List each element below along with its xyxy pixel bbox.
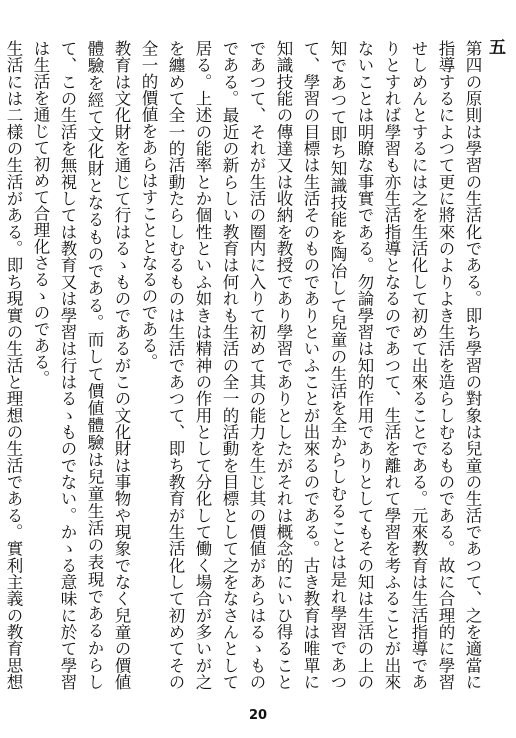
page-number: 20 <box>248 708 268 723</box>
section-number: 五 <box>485 38 505 55</box>
body-text <box>4 40 486 691</box>
paragraph: 生活には二樣の生活がある。即ち現實の生活と理想の生活である。實利主義の教育思想 <box>4 40 23 690</box>
paragraph: 教育は文化財を通じて行はるゝものであるがこの文化財は事物や現象でなく兒童の價値體驗を經て文化財となるものである。而して價値體驗は兒童生活の表現であるからして、この生活を無視しては教育又は學習は行はるゝものでない。かゝる意味に於て學習は生活を通じて初めて合理化さるゝのである。 <box>31 40 131 691</box>
paragraph: 第四の原則は學習の生活化である。即ち學習の對象は兒童の生活であつて、之を適當に指導するによつて更に將來のよりよき生活を造らしむるものである。故に合理的に學習せしめんとするには之を生活化して初めて出來ることである。元來教育は生活指導でありとすれば學習も亦生活指導となるのであつて、生活を離れて學習を考ふることが出來ないことは明瞭な事實である。勿論學習は知的作用でありとしてもその知は生活の上の知であつて即ち知識技能を陶冶して兒童の生活を全からしむることは是れ學習であつて、學習の目標は生活そのものでありといふことが出來るのである。古き教育は唯單に知識技能の傳達又は收納を教授であり學習でありとしたがそれは概念的にいひ得ることであつて、それが生活の圈内に入りて初めて其の能力を生じ其の價値があらはるゝものである。最近の新らしい教育は何れも生活の全一的活動を目標として之をなさんとして居る。上述の能率とか個性といふ如きは精神の作用として分化して働く場合が多いが之を纏めて全一的活動たらしむるものは生活であつて、即ち教育が生活化して初めてその全一的價値をあらはすこととなるのである。 <box>139 40 482 690</box>
